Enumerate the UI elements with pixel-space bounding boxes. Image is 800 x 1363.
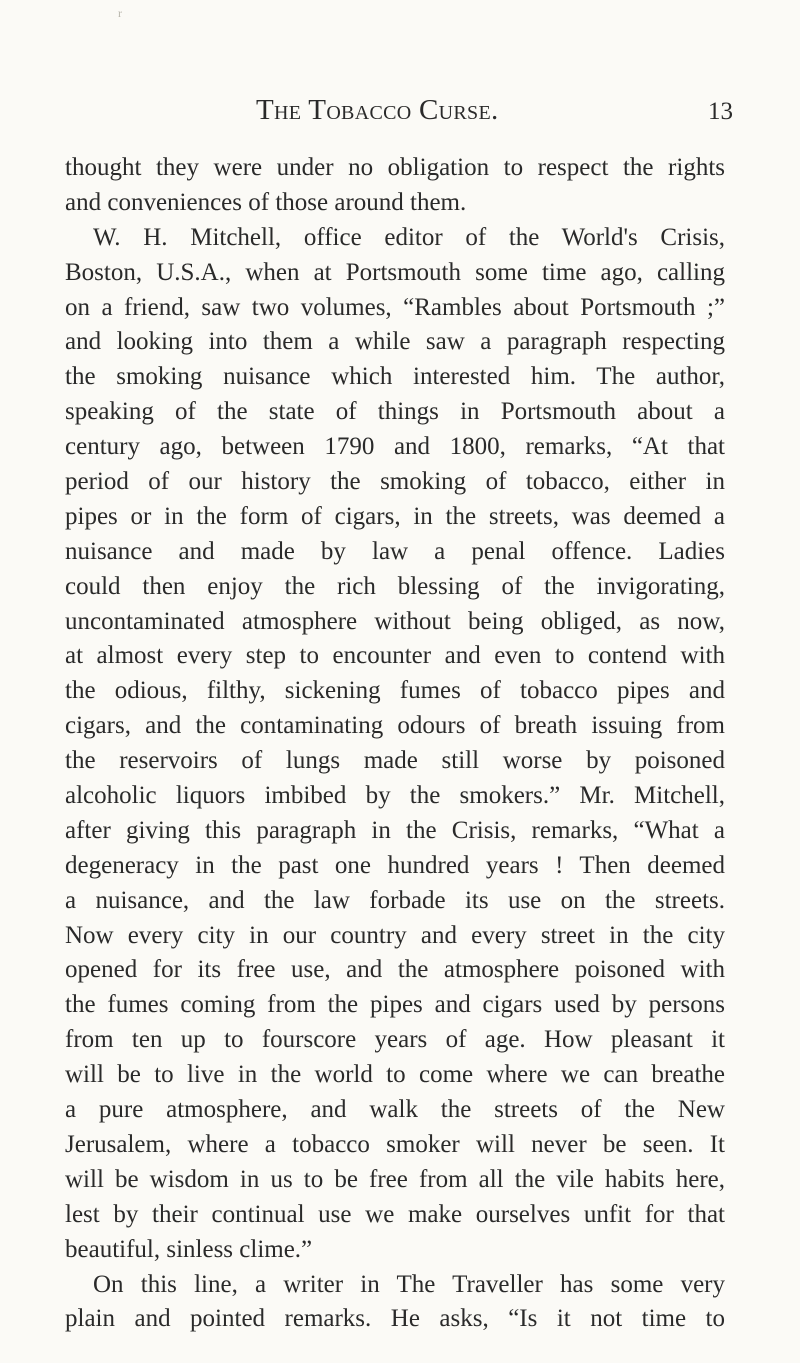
text-line: the smoking nuisance which interested him. The author, bbox=[65, 363, 725, 391]
text-line: a nuisance, and the law forbade its use on the streets. bbox=[65, 886, 725, 914]
text-line: after giving this paragraph in the Crisis, remarks, “What a bbox=[65, 816, 725, 844]
text-line: and looking into them a while saw a paragraph respecting bbox=[65, 328, 725, 356]
text-line: period of our history the smoking of tobacco, either in bbox=[65, 468, 725, 496]
text-line: and conveniences of those around them. bbox=[65, 188, 467, 216]
text-line: beautiful, sinless clime.” bbox=[65, 1235, 313, 1263]
running-title: The Tobacco Curse. bbox=[256, 94, 499, 126]
text-line: Now every city in our country and every street in the city bbox=[65, 921, 725, 949]
text-line: speaking of the state of things in Portsmouth about a bbox=[65, 398, 725, 426]
text-line: pipes or in the form of cigars, in the streets, was deemed a bbox=[65, 502, 725, 530]
text-line: the fumes coming from the pipes and cigars used by persons bbox=[65, 991, 725, 1019]
text-line: lest by their continual use we make ourselves unfit for that bbox=[65, 1200, 725, 1228]
text-line: On this line, a writer in The Traveller has some very bbox=[93, 1270, 725, 1298]
text-line: Boston, U.S.A., when at Portsmouth some time ago, calling bbox=[65, 258, 725, 286]
text-line: opened for its free use, and the atmosphere poisoned with bbox=[65, 956, 725, 984]
text-line: uncontaminated atmosphere without being obliged, as now, bbox=[65, 607, 725, 635]
text-line: W. H. Mitchell, office editor of the World's Crisis, bbox=[93, 223, 725, 251]
text-line: cigars, and the contaminating odours of breath issuing from bbox=[65, 712, 725, 740]
text-line: the odious, filthy, sickening fumes of tobacco pipes and bbox=[65, 677, 725, 705]
text-line: the reservoirs of lungs made still worse by poisoned bbox=[65, 747, 725, 775]
text-line: thought they were under no obligation to respect the rights bbox=[65, 154, 725, 181]
paper-mark: r bbox=[118, 6, 122, 20]
page-number: 13 bbox=[708, 98, 733, 125]
text-line: nuisance and made by law a penal offence. Ladies bbox=[65, 537, 725, 565]
text-line: will be to live in the world to come where we can breathe bbox=[65, 1061, 725, 1089]
text-line: will be wisdom in us to be free from all the vile habits here, bbox=[65, 1165, 725, 1193]
text-line: from ten up to fourscore years of age. How pleasant it bbox=[65, 1026, 725, 1054]
body-text bbox=[65, 151, 725, 1337]
text-line: alcoholic liquors imbibed by the smokers.” Mr. Mitchell, bbox=[65, 782, 725, 810]
text-line: plain and pointed remarks. He asks, “Is it not time to bbox=[65, 1305, 725, 1333]
running-head bbox=[0, 94, 800, 134]
text-line: century ago, between 1790 and 1800, remarks, “At that bbox=[65, 433, 725, 461]
text-line: could then enjoy the rich blessing of the invigorating, bbox=[65, 572, 725, 600]
text-line: on a friend, saw two volumes, “Rambles about Portsmouth ;” bbox=[65, 293, 725, 321]
text-line: a pure atmosphere, and walk the streets of the New bbox=[65, 1096, 725, 1124]
text-line: degeneracy in the past one hundred years ! Then deemed bbox=[65, 851, 725, 879]
text-line: at almost every step to encounter and even to contend with bbox=[65, 642, 725, 670]
text-line: Jerusalem, where a tobacco smoker will never be seen. It bbox=[65, 1130, 725, 1158]
